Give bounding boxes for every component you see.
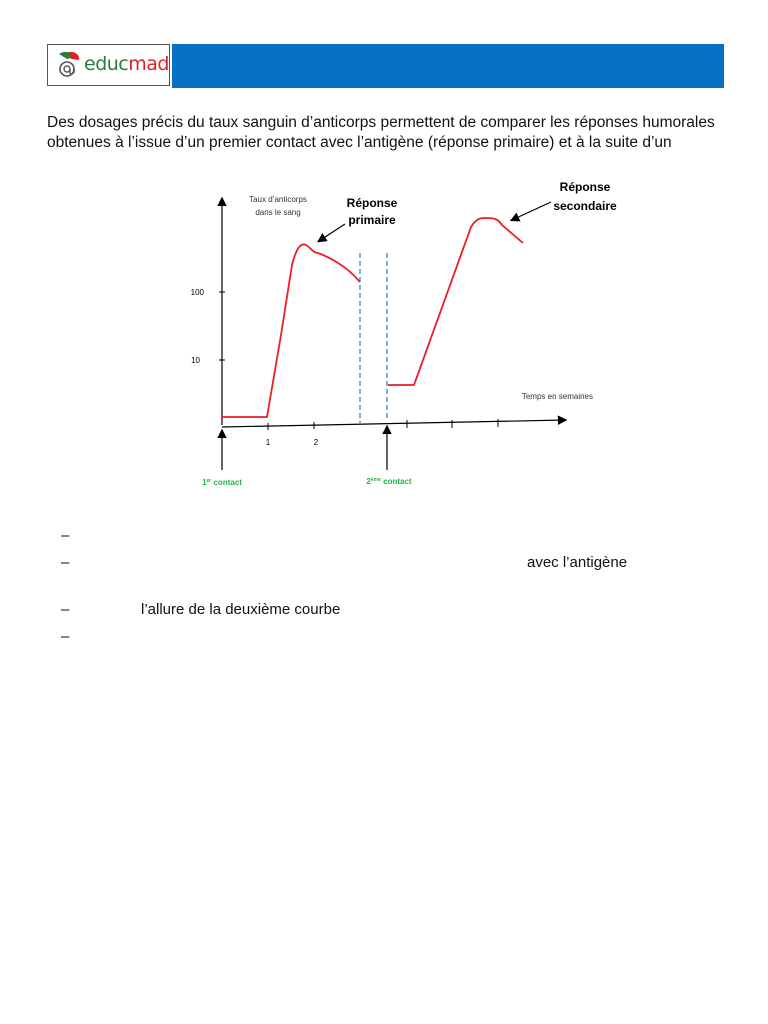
y-axis-label-line-2: dans le sang: [255, 208, 301, 217]
question-dash: –: [61, 527, 70, 544]
secondary-response-label-line-2: secondaire: [553, 199, 617, 213]
question-text: l’allure de la deuxième courbe: [141, 601, 341, 618]
intro-line-2: obtenues à l’issue d’un premier contact avec l’antigène (réponse primaire) et à la suite d’un: [47, 134, 672, 151]
page-header: [47, 44, 724, 88]
logo-wordmark: educmad: [84, 53, 169, 75]
intro-line-1: Des dosages précis du taux sanguin d’anticorps permettent de comparer les réponses humorales: [47, 114, 715, 131]
question-dash: –: [61, 601, 70, 618]
x-tick-label-2: 2: [313, 438, 319, 447]
y-axis-label-line-1: Taux d’anticorps: [249, 195, 307, 204]
primary-response-label-line-1: Réponse: [346, 196, 398, 210]
x-axis: [222, 420, 565, 427]
x-axis-label: Temps en semaines: [521, 392, 593, 401]
second-contact-label: 2ème contact: [366, 477, 412, 486]
header-band: [172, 44, 724, 88]
primary-response-label-line-2: primaire: [348, 213, 396, 227]
x-tick-label-1: 1: [265, 438, 271, 447]
at-sign-icon: [55, 50, 81, 80]
secondary-response-label-line-1: Réponse: [559, 180, 611, 194]
secondary-response-arrow: [512, 202, 551, 220]
intro-paragraph: [47, 113, 737, 153]
question-text: avec l’antigène: [527, 554, 628, 571]
first-contact-label: 1er contact: [202, 478, 242, 487]
educmad-logo: [47, 44, 170, 86]
question-dash: –: [61, 554, 70, 571]
primary-response-curve: [222, 244, 360, 417]
primary-response-arrow: [319, 224, 345, 241]
antibody-response-chart: [180, 175, 617, 495]
y-tick-label-100: 100: [190, 288, 204, 297]
chart-svg: [180, 175, 617, 495]
y-tick-label-10: 10: [191, 356, 200, 365]
question-dash: –: [61, 628, 70, 645]
secondary-response-curve: [388, 218, 523, 385]
